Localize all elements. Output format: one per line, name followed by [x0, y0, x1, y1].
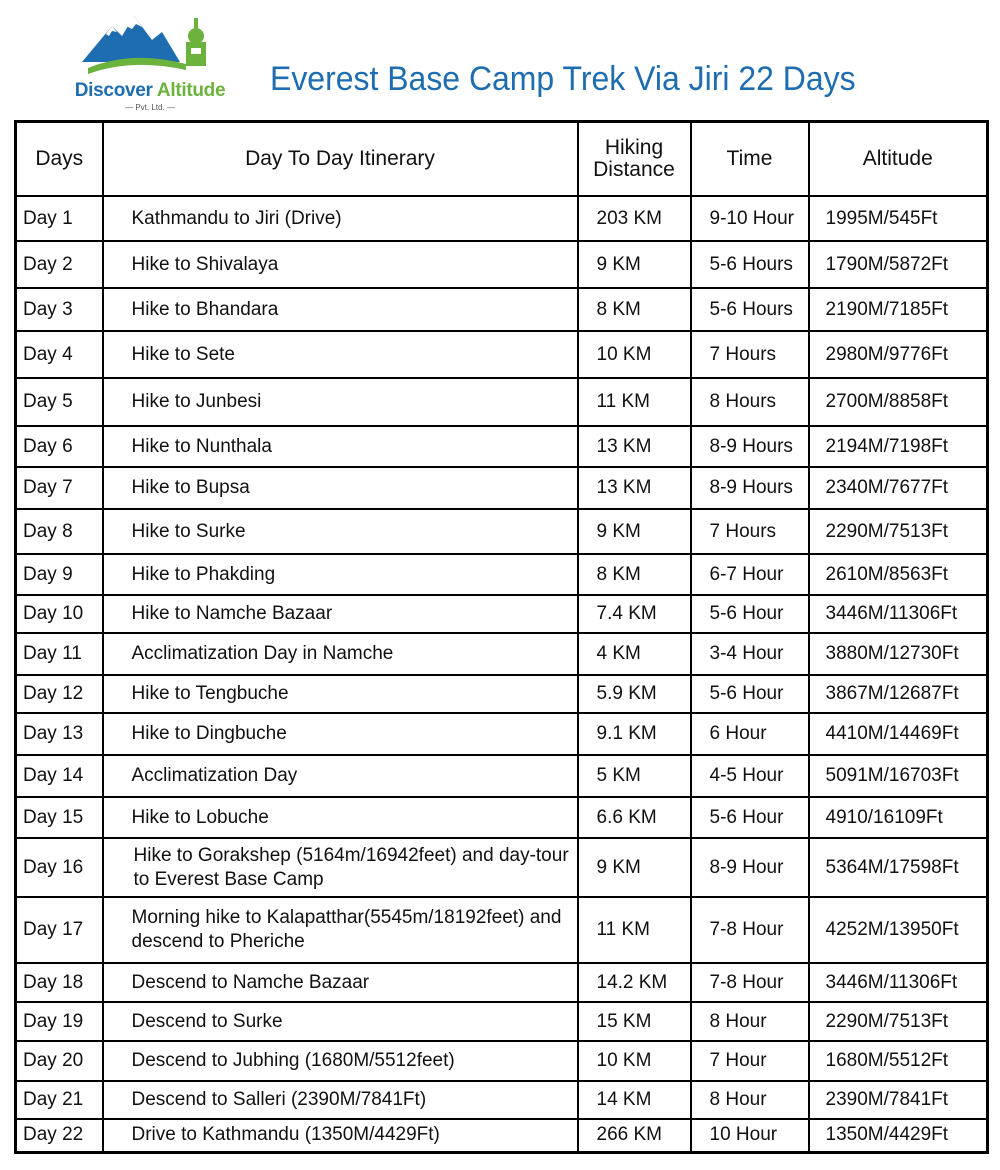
time-cell: 5-6 Hour	[691, 595, 809, 633]
itinerary-cell: Hike to Namche Bazaar	[103, 595, 578, 633]
table-row	[16, 509, 988, 554]
day-cell: Day 12	[16, 675, 103, 713]
day-cell: Day 6	[16, 426, 103, 467]
logo-word-1: Discover	[74, 80, 153, 101]
header-distance: Hiking Distance	[578, 122, 691, 197]
altitude-cell: 1995M/545Ft	[809, 196, 988, 241]
altitude-cell: 1790M/5872Ft	[809, 241, 988, 288]
distance-cell: 6.6 KM	[578, 797, 691, 838]
altitude-cell: 4252M/13950Ft	[809, 897, 988, 963]
itinerary-cell: Descend to Surke	[103, 1002, 578, 1041]
itinerary-cell: Morning hike to Kalapatthar(5545m/18192feet) and descend to Pheriche	[103, 897, 578, 963]
table-row	[16, 554, 988, 595]
altitude-cell: 3867M/12687Ft	[809, 675, 988, 713]
day-cell: Day 3	[16, 288, 103, 331]
table-header-row	[16, 122, 988, 197]
distance-cell: 266 KM	[578, 1119, 691, 1152]
time-cell: 7-8 Hour	[691, 897, 809, 963]
itinerary-cell: Hike to Tengbuche	[103, 675, 578, 713]
altitude-cell: 3446M/11306Ft	[809, 963, 988, 1002]
day-cell: Day 9	[16, 554, 103, 595]
itinerary-cell: Hike to Junbesi	[103, 378, 578, 426]
altitude-cell: 2340M/7677Ft	[809, 467, 988, 509]
time-cell: 7 Hours	[691, 509, 809, 554]
day-cell: Day 14	[16, 755, 103, 797]
table-row	[16, 1002, 988, 1041]
time-cell: 7-8 Hour	[691, 963, 809, 1002]
table-row	[16, 897, 988, 963]
itinerary-cell: Acclimatization Day	[103, 755, 578, 797]
altitude-cell: 2190M/7185Ft	[809, 288, 988, 331]
logo-wordmark	[60, 80, 240, 102]
distance-cell: 9 KM	[578, 241, 691, 288]
table-row	[16, 755, 988, 797]
day-cell: Day 2	[16, 241, 103, 288]
table-row	[16, 426, 988, 467]
distance-cell: 9.1 KM	[578, 713, 691, 755]
day-cell: Day 19	[16, 1002, 103, 1041]
time-cell: 5-6 Hour	[691, 797, 809, 838]
table-row	[16, 196, 988, 241]
itinerary-cell: Drive to Kathmandu (1350M/4429Ft)	[103, 1119, 578, 1152]
distance-cell: 14.2 KM	[578, 963, 691, 1002]
table-row	[16, 963, 988, 1002]
distance-cell: 10 KM	[578, 331, 691, 378]
itinerary-cell: Kathmandu to Jiri (Drive)	[103, 196, 578, 241]
itinerary-cell: Descend to Salleri (2390M/7841Ft)	[103, 1081, 578, 1119]
time-cell: 8 Hours	[691, 378, 809, 426]
header-time: Time	[691, 122, 809, 197]
day-cell: Day 17	[16, 897, 103, 963]
time-cell: 3-4 Hour	[691, 633, 809, 675]
itinerary-cell: Hike to Gorakshep (5164m/16942feet) and day-tour to Everest Base Camp	[103, 838, 578, 897]
itinerary-table	[14, 120, 989, 1154]
time-cell: 6 Hour	[691, 713, 809, 755]
day-cell: Day 20	[16, 1041, 103, 1081]
mountain-logo-icon	[82, 10, 212, 76]
table-row	[16, 633, 988, 675]
distance-cell: 5.9 KM	[578, 675, 691, 713]
time-cell: 5-6 Hours	[691, 241, 809, 288]
table-row	[16, 241, 988, 288]
header-itinerary: Day To Day Itinerary	[103, 122, 578, 197]
distance-cell: 9 KM	[578, 838, 691, 897]
table-row	[16, 1081, 988, 1119]
altitude-cell: 2194M/7198Ft	[809, 426, 988, 467]
altitude-cell: 2980M/9776Ft	[809, 331, 988, 378]
distance-cell: 9 KM	[578, 509, 691, 554]
table-row	[16, 378, 988, 426]
table-row	[16, 713, 988, 755]
altitude-cell: 2290M/7513Ft	[809, 1002, 988, 1041]
altitude-cell: 2390M/7841Ft	[809, 1081, 988, 1119]
distance-cell: 7.4 KM	[578, 595, 691, 633]
distance-cell: 8 KM	[578, 554, 691, 595]
time-cell: 10 Hour	[691, 1119, 809, 1152]
distance-cell: 11 KM	[578, 378, 691, 426]
header	[0, 0, 1000, 118]
time-cell: 9-10 Hour	[691, 196, 809, 241]
day-cell: Day 8	[16, 509, 103, 554]
itinerary-cell: Hike to Nunthala	[103, 426, 578, 467]
header-altitude: Altitude	[809, 122, 988, 197]
time-cell: 5-6 Hour	[691, 675, 809, 713]
altitude-cell: 3880M/12730Ft	[809, 633, 988, 675]
altitude-cell: 4910/16109Ft	[809, 797, 988, 838]
day-cell: Day 10	[16, 595, 103, 633]
day-cell: Day 7	[16, 467, 103, 509]
logo-word-2: Altitude	[156, 80, 226, 101]
day-cell: Day 4	[16, 331, 103, 378]
distance-cell: 5 KM	[578, 755, 691, 797]
itinerary-cell: Descend to Jubhing (1680M/5512feet)	[103, 1041, 578, 1081]
time-cell: 8-9 Hour	[691, 838, 809, 897]
time-cell: 6-7 Hour	[691, 554, 809, 595]
time-cell: 4-5 Hour	[691, 755, 809, 797]
page-title: Everest Base Camp Trek Via Jiri 22 Days	[270, 60, 856, 98]
altitude-cell: 1680M/5512Ft	[809, 1041, 988, 1081]
day-cell: Day 16	[16, 838, 103, 897]
distance-cell: 10 KM	[578, 1041, 691, 1081]
table-row	[16, 595, 988, 633]
table-row	[16, 1119, 988, 1152]
altitude-cell: 2700M/8858Ft	[809, 378, 988, 426]
time-cell: 8-9 Hours	[691, 426, 809, 467]
day-cell: Day 11	[16, 633, 103, 675]
day-cell: Day 22	[16, 1119, 103, 1152]
itinerary-cell: Hike to Lobuche	[103, 797, 578, 838]
day-cell: Day 13	[16, 713, 103, 755]
distance-cell: 13 KM	[578, 426, 691, 467]
day-cell: Day 18	[16, 963, 103, 1002]
time-cell: 8 Hour	[691, 1081, 809, 1119]
itinerary-cell: Hike to Shivalaya	[103, 241, 578, 288]
itinerary-cell: Hike to Bupsa	[103, 467, 578, 509]
table-row	[16, 675, 988, 713]
day-cell: Day 5	[16, 378, 103, 426]
itinerary-cell: Hike to Sete	[103, 331, 578, 378]
time-cell: 7 Hours	[691, 331, 809, 378]
day-cell: Day 21	[16, 1081, 103, 1119]
altitude-cell: 2290M/7513Ft	[809, 509, 988, 554]
altitude-cell: 2610M/8563Ft	[809, 554, 988, 595]
distance-cell: 8 KM	[578, 288, 691, 331]
altitude-cell: 1350M/4429Ft	[809, 1119, 988, 1152]
altitude-cell: 3446M/11306Ft	[809, 595, 988, 633]
itinerary-cell: Hike to Dingbuche	[103, 713, 578, 755]
itinerary-cell: Acclimatization Day in Namche	[103, 633, 578, 675]
table-row	[16, 838, 988, 897]
itinerary-cell: Descend to Namche Bazaar	[103, 963, 578, 1002]
distance-cell: 4 KM	[578, 633, 691, 675]
table-row	[16, 288, 988, 331]
itinerary-cell: Hike to Bhandara	[103, 288, 578, 331]
altitude-cell: 5091M/16703Ft	[809, 755, 988, 797]
time-cell: 7 Hour	[691, 1041, 809, 1081]
table-row	[16, 331, 988, 378]
distance-cell: 13 KM	[578, 467, 691, 509]
table-row	[16, 467, 988, 509]
distance-cell: 15 KM	[578, 1002, 691, 1041]
altitude-cell: 5364M/17598Ft	[809, 838, 988, 897]
itinerary-cell: Hike to Phakding	[103, 554, 578, 595]
distance-cell: 14 KM	[578, 1081, 691, 1119]
header-days: Days	[16, 122, 103, 197]
time-cell: 8-9 Hours	[691, 467, 809, 509]
company-logo	[60, 10, 240, 110]
table-row	[16, 1041, 988, 1081]
day-cell: Day 1	[16, 196, 103, 241]
table-row	[16, 797, 988, 838]
distance-cell: 203 KM	[578, 196, 691, 241]
logo-subtitle: — Pvt. Ltd. —	[125, 103, 175, 112]
day-cell: Day 15	[16, 797, 103, 838]
itinerary-cell: Hike to Surke	[103, 509, 578, 554]
time-cell: 5-6 Hours	[691, 288, 809, 331]
altitude-cell: 4410M/14469Ft	[809, 713, 988, 755]
distance-cell: 11 KM	[578, 897, 691, 963]
time-cell: 8 Hour	[691, 1002, 809, 1041]
